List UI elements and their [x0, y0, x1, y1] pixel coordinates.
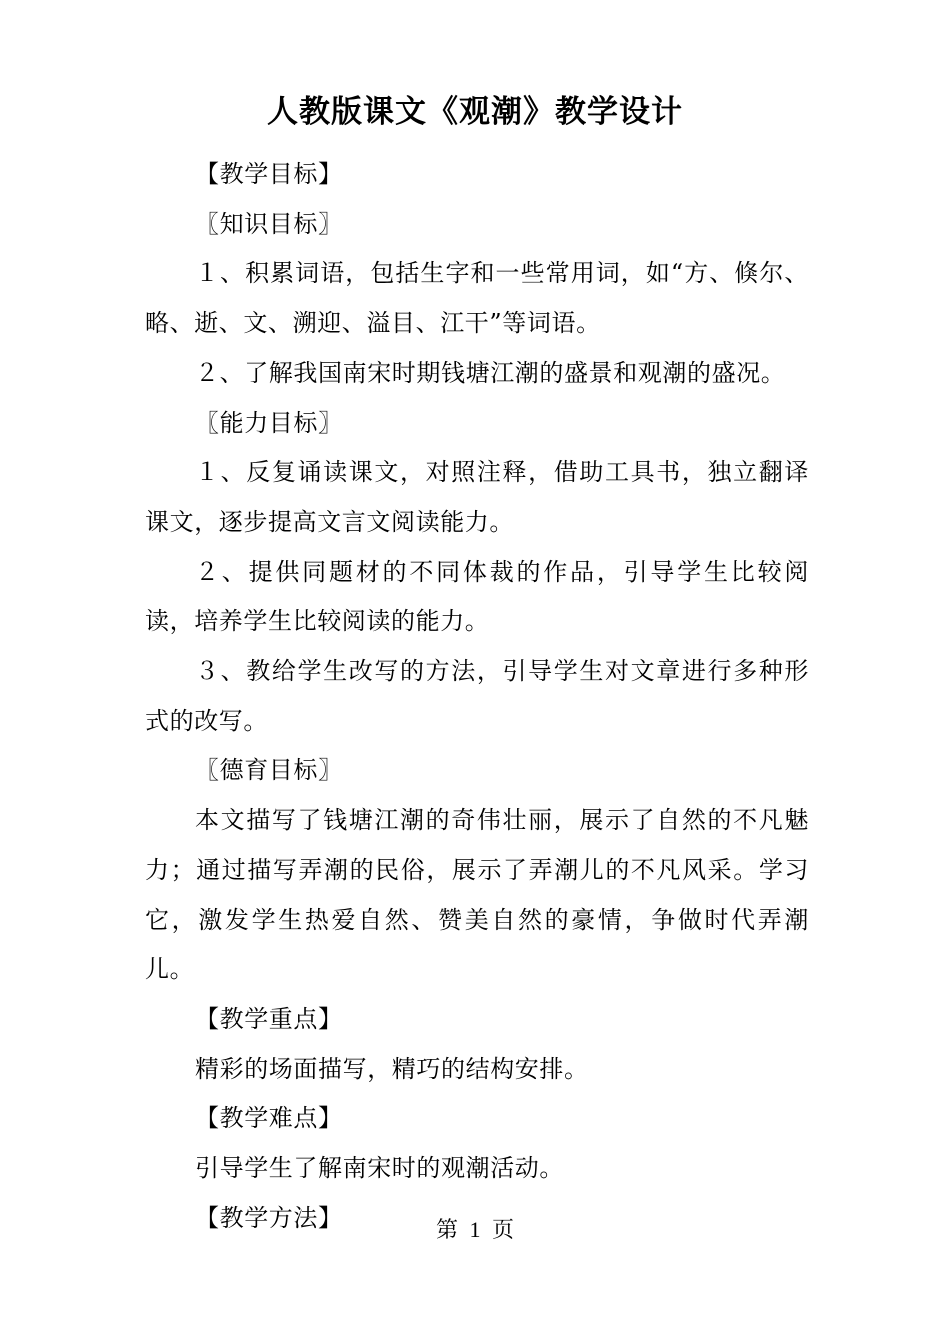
- paragraph-knowledge-1: １、积累词语，包括生字和一些常用词，如“方、倏尔、略、逝、文、溯迎、溢目、江干”等词语。: [145, 259, 809, 338]
- paragraph-ability-3: ３、教给学生改写的方法，引导学生对文章进行多种形式的改写。: [145, 657, 809, 735]
- page-footer: [0, 1214, 950, 1246]
- paragraph-key-points: 精彩的场面描写，精巧的结构安排。: [195, 1054, 589, 1083]
- paragraph-ability-1: １、反复诵读课文，对照注释，借助工具书，独立翻译课文，逐步提高文言文阅读能力。: [145, 458, 809, 536]
- paragraph-knowledge-2: ２、了解我国南宋时期钱塘江潮的盛景和观潮的盛况。: [195, 358, 786, 387]
- footer-prefix: 第: [435, 1217, 458, 1242]
- section-heading-key-points: 【教学重点】: [195, 1004, 343, 1033]
- subheading-knowledge-goals: 〖知识目标〗: [195, 209, 343, 238]
- paragraph-difficulties: 引导学生了解南宋时的观潮活动。: [195, 1154, 564, 1183]
- paragraph-moral: 本文描写了钱塘江潮的奇伟壮丽，展示了自然的不凡魅力；通过描写弄潮的民俗，展示了弄潮儿的不凡风采。学习它，激发学生热爱自然、赞美自然的豪情，争做时代弄潮儿。: [145, 806, 809, 984]
- section-heading-teaching-goals: 【教学目标】: [195, 160, 343, 188]
- section-heading-methods: 【教学方法】: [195, 1203, 343, 1232]
- section-heading-difficulties: 【教学难点】: [195, 1104, 343, 1133]
- page-number: 1: [469, 1217, 481, 1242]
- subheading-moral-goals: 〖德育目标〗: [195, 756, 343, 785]
- document-title: 人教版课文《观潮》教学设计: [267, 94, 683, 130]
- document-body: [145, 150, 809, 1243]
- subheading-ability-goals: 〖能力目标〗: [195, 408, 343, 437]
- paragraph-ability-2: ２、提供同题材的不同体裁的作品，引导学生比较阅读，培养学生比较阅读的能力。: [145, 557, 809, 636]
- footer-suffix: 页: [492, 1217, 515, 1242]
